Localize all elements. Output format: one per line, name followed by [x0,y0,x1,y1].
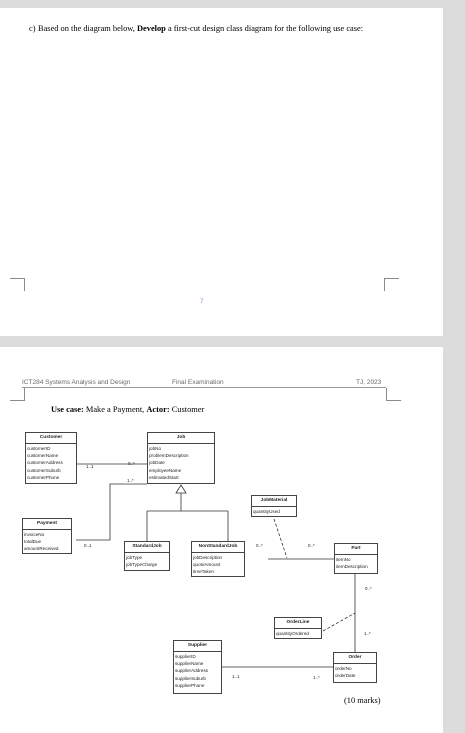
attribute: timeTaken [193,569,214,575]
corner-mark [10,278,25,291]
class-order [333,652,377,683]
attribute: jobTypeCharge [126,562,158,568]
multiplicity: 1..1 [86,464,94,469]
class-attributes [26,444,76,482]
class-name: JobMaterial [252,496,296,507]
attribute: estimatedStart [149,474,179,480]
question-rest: a first-cut design class diagram for the following use case: [165,24,364,33]
header-course: ICT284 Systems Analysis and Design [22,379,131,386]
attribute: customerSuburb [27,467,61,473]
document-page-2 [0,347,443,733]
multiplicity: 0..* [128,461,135,466]
attribute: quantityUsed [253,509,280,514]
class-attributes [252,507,296,516]
question-letter: c) [29,24,36,33]
corner-mark [384,278,399,291]
header-exam: Final Examination [172,379,224,386]
question-prefix: Based on the diagram below, [38,24,137,33]
header-author: TJ, 2023 [356,379,382,386]
attribute: jobDate [149,460,165,466]
multiplicity: 0..* [365,586,372,591]
usecase-name: Make a Payment, [83,405,147,414]
attribute: problemDescription [149,453,189,459]
attribute: orderNo [335,666,352,671]
attribute: jobType [126,555,143,560]
actor-label: Actor: [146,405,170,414]
attribute: amountReceived [24,546,59,552]
attribute: quoteAmount [193,562,221,568]
class-name: Job [148,433,214,444]
attribute: supplierPhone [175,682,205,688]
multiplicity: 1..* [313,675,320,680]
class-name: Order [334,653,376,664]
attribute: customerAddress [27,460,63,466]
class-payment [22,518,72,554]
class-attributes [275,629,321,638]
usecase-label: Use case: [51,405,84,414]
attribute: supplierID [175,654,196,659]
class-name: Part [335,544,377,555]
class-nonstandardjob [191,541,245,577]
class-standardjob [124,541,170,571]
generalization-arrow [176,485,186,493]
attribute: supplierName [175,661,204,667]
attribute: jobDescription [193,555,223,560]
class-name: Customer [26,433,76,444]
attribute: supplierSuburb [175,675,206,681]
class-customer [25,432,77,484]
assoc-job-payment [76,484,147,540]
attribute: jobNo [149,446,162,451]
attribute: itemNo [336,557,351,562]
class-name: Payment [23,519,71,530]
attribute: customerName [27,453,59,459]
class-name: Supplier [174,641,221,652]
class-job [147,432,215,484]
class-attributes [335,555,377,571]
question-bold: Develop [137,24,166,33]
class-jobmaterial [251,495,297,517]
class-supplier [173,640,222,694]
multiplicity: 0..* [256,543,263,548]
class-attributes [125,553,169,569]
assoc-class-link-orderline [323,613,355,631]
assoc-class-link-jobmaterial [274,519,287,558]
multiplicity: 0..* [308,543,315,548]
class-orderline [274,617,322,639]
attribute: customerPhone [27,474,60,480]
class-part [334,543,378,574]
multiplicity: 1..* [127,478,134,483]
attribute: totalDue [24,539,42,545]
class-attributes [192,553,244,577]
class-name: NonStandardJob [192,542,244,553]
multiplicity: 0..1 [84,543,92,548]
attribute: invoiceNo [24,532,45,537]
attribute: supplierAddress [175,668,208,674]
multiplicity: 1..* [364,631,371,636]
class-attributes [334,664,376,680]
multiplicity: 1..1 [232,674,240,679]
page-number: 7 [200,298,204,305]
attribute: employeeName [149,467,182,473]
marks-label: (10 marks) [344,696,381,705]
class-name: OrderLine [275,618,321,629]
attribute: orderDate [335,673,356,679]
class-name: StandardJob [125,542,169,553]
attribute: customerID [27,446,51,451]
actor-name: Customer [169,405,205,414]
document-page-1 [0,8,443,336]
question-text [29,24,368,34]
attribute: quantityOrdered [276,631,309,636]
attribute: itemDescription [336,564,368,570]
class-attributes [23,530,71,554]
class-attributes [148,444,214,482]
class-attributes [174,652,221,690]
